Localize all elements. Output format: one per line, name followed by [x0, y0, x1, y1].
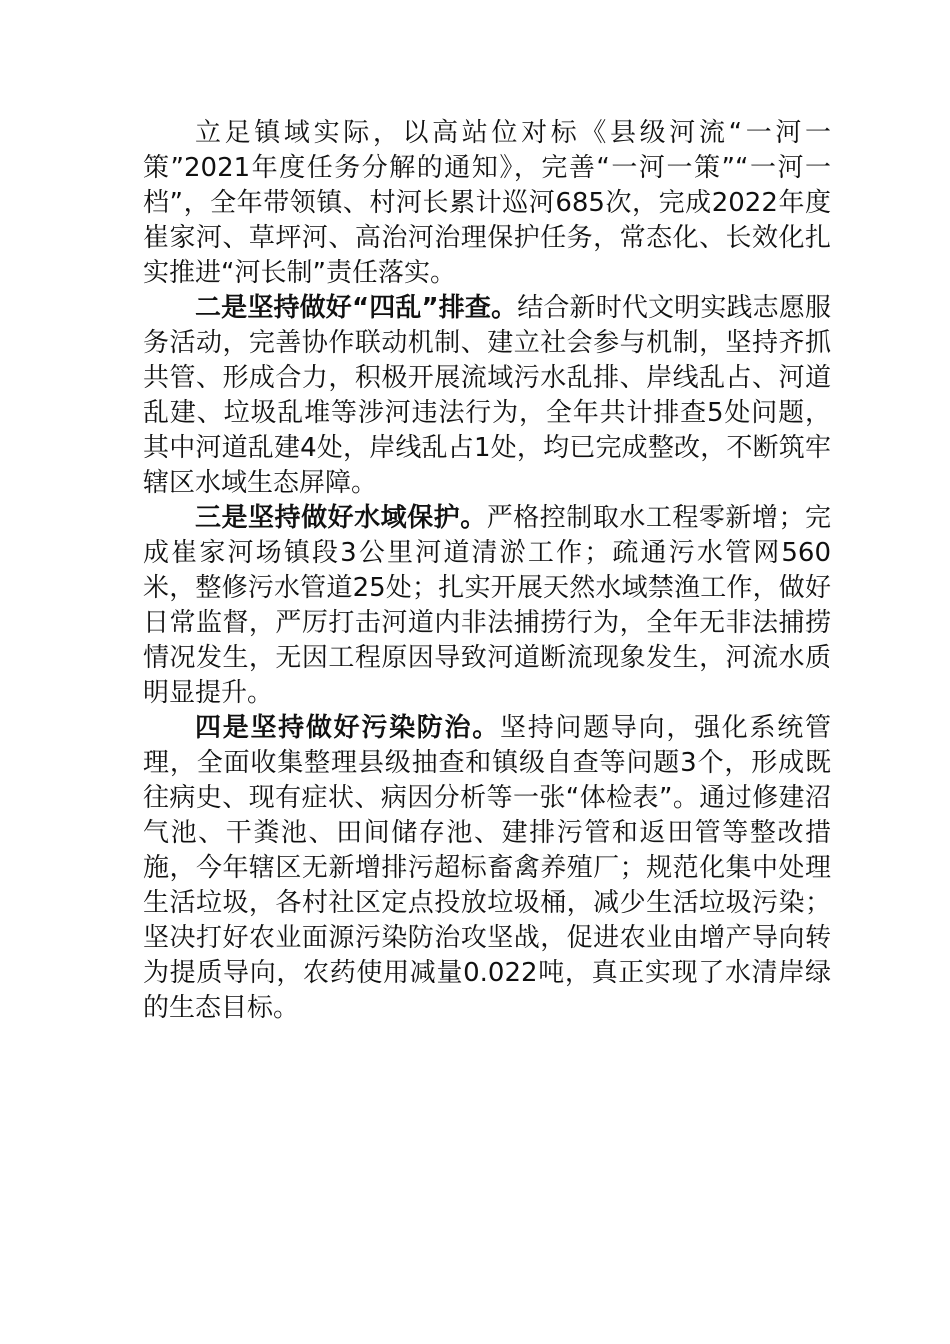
paragraph-pollution-prevention: [143, 711, 831, 1026]
paragraph-body: 立足镇域实际，以高站位对标《县级河流“一河一策”2021年度任务分解的通知》，完善“一河一策”“一河一档”，全年带领镇、村河长累计巡河685次，完成2022年度崔家河、草坪河、高治河治理保护任务，常态化、长效化扎实推进“河长制”责任落实。: [143, 118, 831, 288]
paragraph-body: 结合新时代文明实践志愿服务活动，完善协作联动机制、建立社会参与机制，坚持齐抓共管、形成合力，积极开展流域污水乱排、岸线乱占、河道乱建、垃圾乱堆等涉河违法行为，全年共计排查5处问题，其中河道乱建4处，岸线乱占1处，均已完成整改，不断筑牢辖区水域生态屏障。: [143, 293, 831, 498]
paragraph-water-protection: [143, 501, 831, 711]
document-page: [143, 116, 831, 1026]
paragraph-river-chief-implementation: [143, 116, 831, 291]
paragraph-heading: 四是坚持做好污染防治。: [195, 713, 500, 743]
paragraph-body: 坚持问题导向，强化系统管理，全面收集整理县级抽查和镇级自查等问题3个，形成既往病史、现有症状、病因分析等一张“体检表”。通过修建沼气池、干粪池、田间储存池、建排污管和返田管等整改措施，今年辖区无新增排污超标畜禽养殖厂；规范化集中处理生活垃圾，各村社区定点投放垃圾桶，减少生活垃圾污染；坚决打好农业面源污染防治攻坚战，促进农业由增产导向转为提质导向，农药使用减量0.022吨，真正实现了水清岸绿的生态目标。: [143, 713, 831, 1023]
paragraph-heading: 二是坚持做好“四乱”排查。: [195, 293, 518, 323]
paragraph-heading: 三是坚持做好水域保护。: [195, 503, 487, 533]
paragraph-body: 严格控制取水工程零新增；完成崔家河场镇段3公里河道清淤工作；疏通污水管网560米，整修污水管道25处；扎实开展天然水域禁渔工作，做好日常监督，严厉打击河道内非法捕捞行为，全年无非法捕捞情况发生，无因工程原因导致河道断流现象发生，河流水质明显提升。: [143, 503, 831, 708]
paragraph-four-disorders-inspection: [143, 291, 831, 501]
